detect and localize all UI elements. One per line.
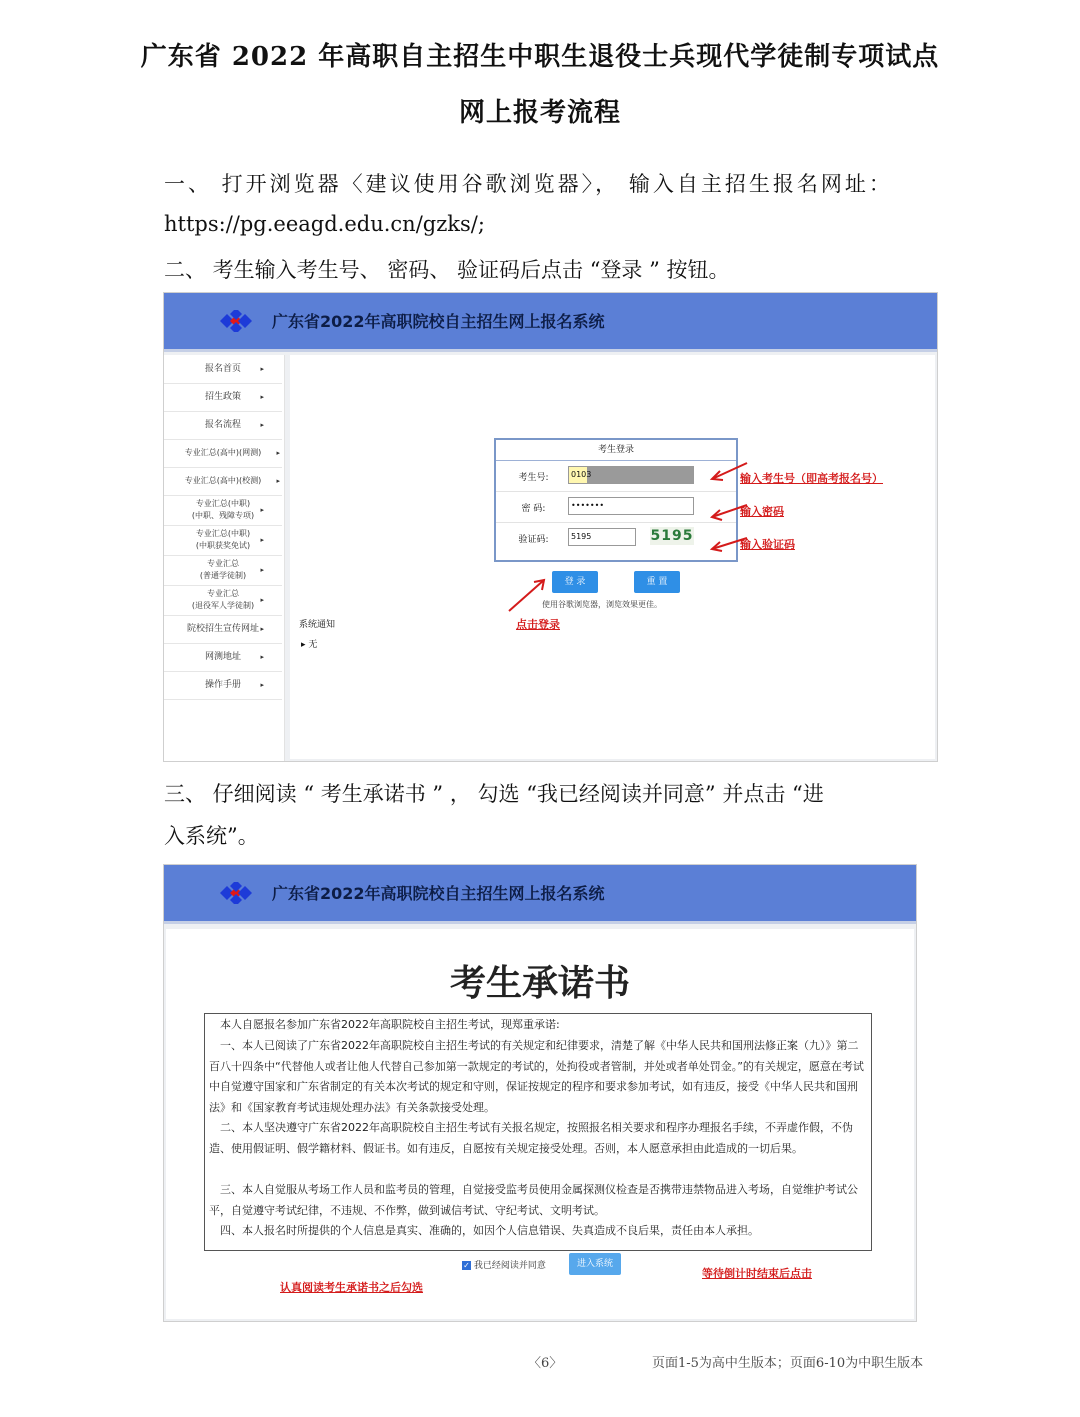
menu-item-majors-disabled[interactable]: 专业汇总(中职) (中职、残障专项) ▸ [164, 495, 282, 526]
menu-item-test-address[interactable]: 网测地址 ▸ [164, 643, 282, 672]
login-header: 考生登录 [496, 440, 736, 461]
triangle-right-icon: ▸ [260, 681, 264, 689]
system-banner [164, 865, 916, 924]
system-logo-icon [216, 882, 256, 904]
triangle-right-icon: ▸ [260, 653, 264, 661]
pledge-paragraph-1: 一、本人已阅读了广东省2022年高职院校自主招生考试的有关规定和纪律要求，清楚了解《中华人民共和国刑法修正案（九）》第二百八十四条中“代替他人或者让他人代替自己参加第一款规定的考试的，处拘役或者管制，并处或者单处罚金。”的有关规定，愿意在考试中自觉遵守国家和广东省制定的有关本次考试的规定和守则，保证按规定的程序和要求参加考试，如有违反，接受《中华人民共和国刑法》和《国家教育考试违规处理办法》有关条款接受处理。 [209, 1039, 864, 1114]
step3-text-line2: 入系统”。 [164, 824, 259, 848]
student-id-label: 考生号: [518, 473, 549, 483]
menu-item-manual[interactable]: 操作手册 ▸ [164, 671, 282, 700]
triangle-right-icon: ▸ [276, 449, 280, 457]
triangle-right-icon: ▸ [276, 477, 280, 485]
triangle-right-icon: ▸ [260, 566, 264, 574]
page-number: 〈6〉 [528, 1356, 563, 1371]
pledge-paragraph-4: 四、本人报名时所提供的个人信息是真实、准确的，如因个人信息错误、失真造成不良后果，责任由本人承担。 [209, 1224, 759, 1237]
captcha-image[interactable]: 5195 [650, 528, 694, 544]
pledge-screenshot [163, 864, 917, 1322]
login-button[interactable]: 登 录 [552, 571, 598, 593]
pledge-paragraph-0: 本人自愿报名参加广东省2022年高职院校自主招生考试，现郑重承诺: [209, 1018, 560, 1031]
triangle-right-icon: ▸ [260, 536, 264, 544]
browser-tip: 使用谷歌浏览器，浏览效果更佳。 [542, 600, 662, 609]
system-title: 广东省2022年高职院校自主招生网上报名系统 [272, 884, 605, 903]
annotation-click-after-countdown: 等待倒计时结束后点击 [702, 1267, 812, 1280]
triangle-right-icon: ▸ [260, 365, 264, 373]
step3-text-line1: 三、 仔细阅读 “ 考生承诺书 ” ， 勾选 “我已经阅读并同意” 并点击 “进 [164, 782, 824, 806]
notice-title: 系统通知 [299, 620, 336, 630]
annotation-enter-password: 输入密码 [740, 505, 784, 518]
menu-item-home[interactable]: 报名首页 ▸ [164, 355, 282, 384]
step1-url[interactable]: https://pg.eeagd.edu.cn/gzks/; [164, 212, 485, 236]
menu-item-policy[interactable]: 招生政策 ▸ [164, 383, 282, 412]
triangle-right-icon: ▸ [260, 625, 264, 633]
menu-item-majors-online[interactable]: 专业汇总(高中)(网测) ▸ [164, 439, 282, 468]
triangle-right-icon: ▸ [260, 421, 264, 429]
triangle-right-icon: ▸ [260, 393, 264, 401]
triangle-right-icon: ▸ [301, 640, 309, 650]
menu-item-majors-school[interactable]: 专业汇总(高中)(校测) ▸ [164, 467, 282, 496]
notice-item: 无 [308, 640, 318, 650]
captcha-field[interactable]: 5195 [568, 528, 636, 546]
menu-item-majors-award[interactable]: 专业汇总(中职) (中职获奖免试) ▸ [164, 525, 282, 556]
menu-item-majors-apprentice[interactable]: 专业汇总 (普通学徒制) ▸ [164, 555, 282, 586]
captcha-label: 验证码: [518, 535, 549, 545]
triangle-right-icon: ▸ [260, 506, 264, 514]
menu-item-majors-veteran[interactable]: 专业汇总 (退役军人学徒制) ▸ [164, 585, 282, 616]
system-title: 广东省2022年高职院校自主招生网上报名系统 [272, 312, 605, 331]
step2-text: 二、 考生输入考生号、 密码、 验证码后点击 “登录 ” 按钮。 [164, 258, 730, 282]
reset-button[interactable]: 重 置 [634, 571, 680, 593]
triangle-right-icon: ▸ [260, 596, 264, 604]
agree-checkbox[interactable]: ✓ [463, 1261, 470, 1270]
pledge-title: 考生承诺书 [449, 963, 630, 1004]
password-field[interactable]: ••••••• [568, 497, 694, 515]
annotation-arrows [164, 293, 937, 761]
enter-system-button[interactable]: 进入系统 [569, 1253, 621, 1275]
student-id-field[interactable]: 0103 [568, 466, 694, 484]
annotation-click-login: 点击登录 [516, 618, 560, 631]
document-title-line1: 广东省 2022 年高职自主招生中职生退役士兵现代学徒制专项试点 [140, 42, 940, 72]
step1-text: 一、 打开浏览器〈建议使用谷歌浏览器〉， 输入自主招生报名网址： [164, 172, 893, 196]
menu-item-process[interactable]: 报名流程 ▸ [164, 411, 282, 440]
password-label: 密 码: [521, 504, 546, 514]
annotation-enter-captcha: 输入验证码 [740, 538, 795, 551]
pledge-paragraph-2: 二、本人坚决遵守广东省2022年高职院校自主招生考试有关报名规定，按照报名相关要求和程序办理报名手续，不弄虚作假，不伪造、使用假证明、假学籍材料、假证书。如有违反，自愿按有关规定接受处理。否则，本人愿意承担由此造成的一切后果。 [209, 1121, 853, 1155]
login-screenshot [163, 292, 938, 762]
pledge-text-box [204, 1013, 872, 1251]
menu-item-school-sites[interactable]: 院校招生宣传网址 ▸ [164, 615, 282, 644]
annotation-enter-id: 输入考生号（即高考报名号） [740, 472, 883, 485]
document-title-line2: 网上报考流程 [458, 98, 621, 128]
footer-note: 页面1-5为高中生版本；页面6-10为中职生版本 [652, 1356, 924, 1371]
pledge-paragraph-3: 三、本人自觉服从考场工作人员和监考员的管理，自觉接受监考员使用金属探测仪检查是否携带违禁物品进入考场，自觉维护考试公平，自觉遵守考试纪律，不违规、不作弊，做到诚信考试、守纪考试、文明考试。 [209, 1183, 858, 1217]
agree-label: 我已经阅读并同意 [473, 1261, 546, 1271]
annotation-check-after-read: 认真阅读考生承诺书之后勾选 [280, 1281, 423, 1294]
